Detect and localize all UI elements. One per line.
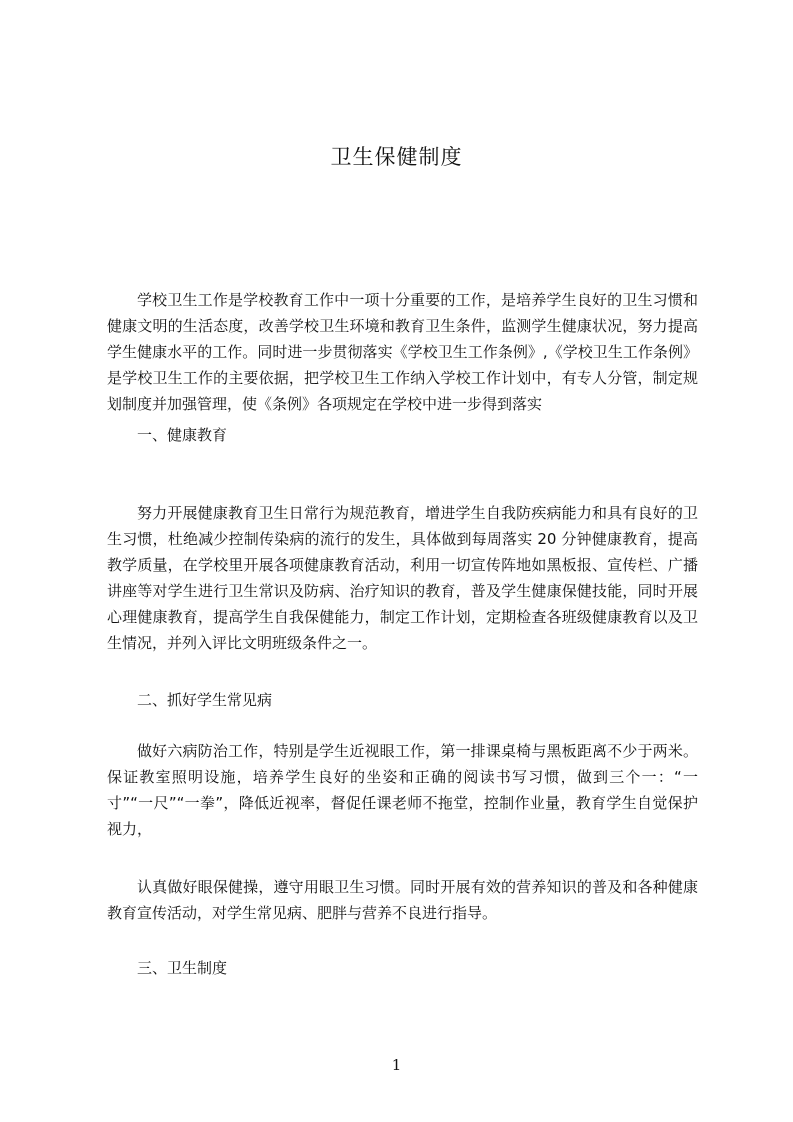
section-heading-health-education: 一、健康教育 [137,426,228,444]
common-diseases-paragraph-1: 做好六病防治工作，特别是学生近视眼工作，第一排课桌椅与黑板距离不少于两米。保证教室照明设施，培养学生良好的坐姿和正确的阅读书写习惯，做到三个一：“一寸”“一尺”“一拳”，降低近视率，督促任课老师不拖堂，控制作业量，教育学生自觉保护视力， [107,742,698,838]
section-heading-hygiene-system: 三、卫生制度 [137,959,228,977]
common-diseases-paragraph-2: 认真做好眼保健操，遵守用眼卫生习惯。同时开展有效的营养知识的普及和各种健康教育宣传活动，对学生常见病、肥胖与营养不良进行指导。 [107,878,698,922]
page-number: 1 [391,1056,402,1074]
intro-paragraph: 学校卫生工作是学校教育工作中一项十分重要的工作，是培养学生良好的卫生习惯和健康文明的生活态度，改善学校卫生环境和教育卫生条件，监测学生健康状况，努力提高学生健康水平的工作。同时进一步贯彻落实《学校卫生工作条例》,《学校卫生工作条例》是学校卫生工作的主要依据，把学校卫生工作纳入学校工作计划中，有专人分管，制定规划制度并加强管理，使《条例》各项规定在学校中进一步得到落实 [107,291,698,413]
health-education-paragraph: 努力开展健康教育卫生日常行为规范教育，增进学生自我防疾病能力和具有良好的卫生习惯，杜绝减少控制传染病的流行的发生，具体做到每周落实 20 分钟健康教育，提高教学质量，在学校里开展各项健康教育活动，利用一切宣传阵地如黑板报、宣传栏、广播讲座等对学生进行卫生常识及防病、治疗知识的教育，普及学生健康保健技能，同时开展心理健康教育，提高学生自我保健能力，制定工作计划，定期检查各班级健康教育以及卫生情况，并列入评比文明班级条件之一。 [107,504,698,652]
document-title: 卫生保健制度 [330,145,463,169]
section-heading-common-diseases: 二、抓好学生常见病 [137,691,273,709]
